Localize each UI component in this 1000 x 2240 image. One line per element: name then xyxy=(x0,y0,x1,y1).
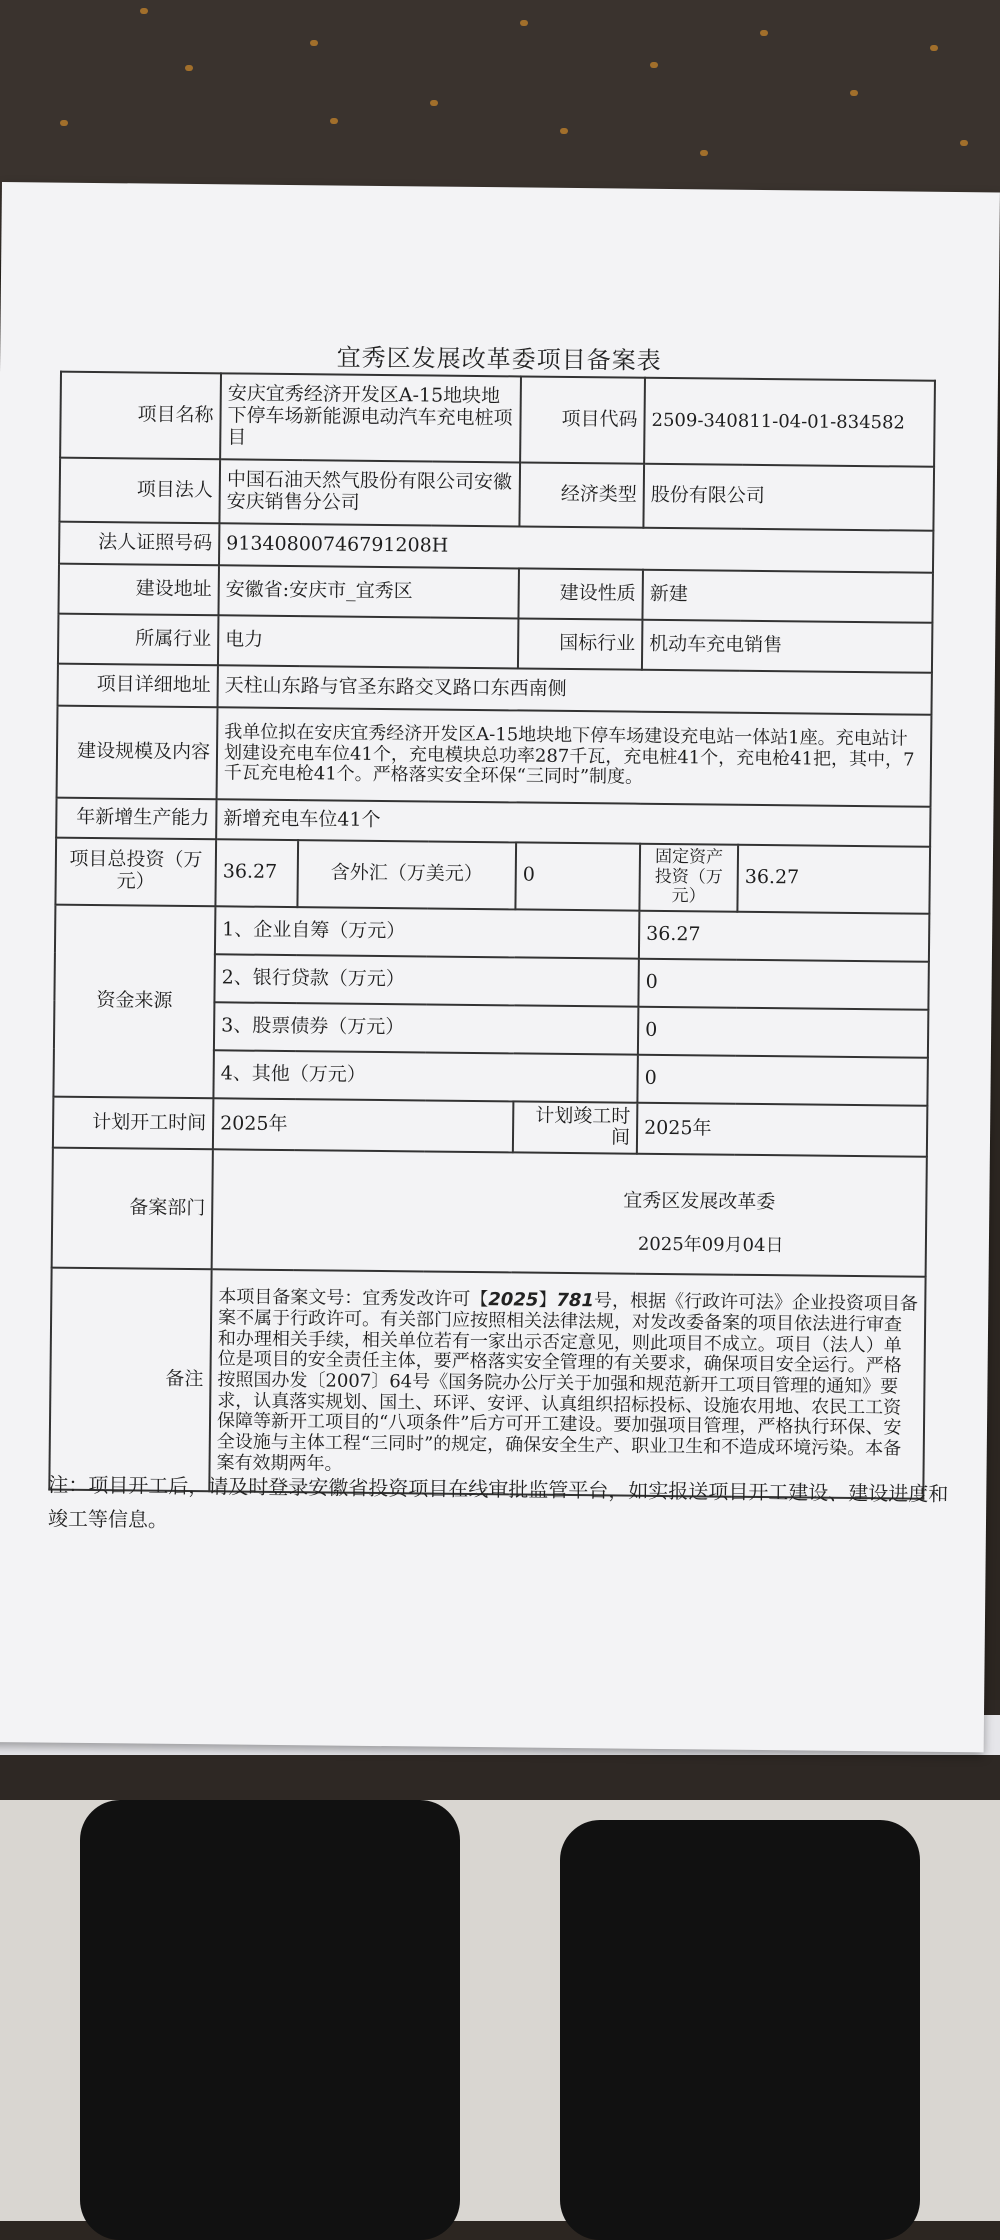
remark-prefix: 本项目备案文号：宜秀发改许可【 xyxy=(218,1286,489,1311)
handwritten-year: 2025 xyxy=(488,1289,539,1311)
dept-cell xyxy=(212,1150,927,1277)
floor-background xyxy=(0,1800,1000,2221)
remark-mid: 】 xyxy=(538,1289,557,1312)
location-label: 建设地址 xyxy=(58,564,219,616)
desk-fleck xyxy=(185,65,193,71)
desk-fleck xyxy=(330,118,338,124)
funding-label: 资金来源 xyxy=(53,904,215,1098)
total-invest-label: 项目总投资（万元） xyxy=(55,838,216,906)
funding-item-value: 36.27 xyxy=(639,910,929,961)
filing-form-table xyxy=(48,371,936,1500)
footnote: 注：项目开工后，请及时登录安徽省投资项目在线审批监管平台，如实报送项目开工建设、建设进度和竣工等信息。 xyxy=(47,1472,949,1532)
remark-rest: 号，根据《行政许可法》企业投资项目备案不属于行政许可。有关部门应按照相关法律法规，对发改委备案的项目依法进行审查和办理相关手续，相关单位若有一家出示否定意见，则此项目不成立。项目（法人）单位是项目的安全责任主体，要严格落实安全管理的有关要求，确保项目安全运行。严格按照国办发〔2007〕64号《国务院办公厅关于加强和规范新开工项目管理的通知》要求，认真落实规划、国土、环评、安评、认真组织招标投标、设施农用地、农民工工资保障等新开工项目的“八项条件”后方可开工建设。要加强项目管理，严格执行环保、安全设施与主体工程“三同时”的规定，确保安全生产、职业卫生和不造成环境污染。本备案有效期两年。 xyxy=(216,1290,919,1475)
funding-item-value: 0 xyxy=(637,1054,927,1105)
address-label: 项目详细地址 xyxy=(58,664,218,708)
dept-date: 2025年09月04日 xyxy=(637,1234,784,1257)
fixed-invest-label: 固定资产投资（万元） xyxy=(639,844,738,912)
funding-item-label: 2、银行贷款（万元） xyxy=(214,954,639,1006)
legal-person-value: 中国石油天然气股份有限公司安徽安庆销售分公司 xyxy=(219,459,520,526)
end-label: 计划竣工时间 xyxy=(513,1101,638,1154)
desk-fleck xyxy=(310,40,318,46)
start-label: 计划开工时间 xyxy=(53,1096,214,1149)
nature-label: 建设性质 xyxy=(518,568,643,619)
remark-value xyxy=(209,1270,925,1499)
national-industry-value: 机动车充电销售 xyxy=(642,620,933,673)
desk-fleck xyxy=(430,100,438,106)
funding-item-value: 0 xyxy=(638,1006,928,1057)
funding-item-label: 3、股票债券（万元） xyxy=(214,1002,639,1054)
project-name-label: 项目名称 xyxy=(60,372,221,460)
funding-item-label: 1、企业自筹（万元） xyxy=(215,906,640,958)
capacity-value: 新增充电车位41个 xyxy=(216,799,930,846)
desk-fleck xyxy=(140,8,148,14)
start-value: 2025年 xyxy=(213,1098,514,1153)
scale-label: 建设规模及内容 xyxy=(57,706,218,800)
remark-label: 备注 xyxy=(49,1268,211,1492)
capacity-label: 年新增生产能力 xyxy=(56,798,216,840)
economy-type-label: 经济类型 xyxy=(519,462,644,527)
economy-type-value: 股份有限公司 xyxy=(643,464,934,531)
desk-fleck xyxy=(700,150,708,156)
national-industry-label: 国标行业 xyxy=(518,618,643,669)
industry-value: 电力 xyxy=(218,615,519,668)
funding-item-value: 0 xyxy=(638,958,928,1009)
project-name-value: 安庆宜秀经济开发区A-15地块地下停车场新能源电动汽车充电桩项目 xyxy=(220,373,521,462)
foreign-label: 含外汇（万美元） xyxy=(297,840,516,909)
address-value: 天柱山东路与官圣东路交叉路口东西南侧 xyxy=(218,665,932,714)
desk-fleck xyxy=(960,140,968,146)
desk-fleck xyxy=(930,45,938,51)
funding-item-label: 4、其他（万元） xyxy=(213,1050,638,1102)
dept-label: 备案部门 xyxy=(52,1148,213,1270)
desk-fleck xyxy=(520,20,528,26)
desk-fleck xyxy=(850,90,858,96)
desk-fleck xyxy=(560,128,568,134)
total-invest-value: 36.27 xyxy=(215,839,298,906)
end-value: 2025年 xyxy=(637,1102,928,1157)
document-title: 宜秀区发展改革委项目备案表 xyxy=(336,343,662,375)
desk-fleck xyxy=(650,62,658,68)
foreign-value: 0 xyxy=(515,842,640,910)
industry-label: 所属行业 xyxy=(58,614,219,666)
fixed-invest-value: 36.27 xyxy=(737,845,930,914)
leg-shape xyxy=(80,1800,460,2240)
legal-person-label: 项目法人 xyxy=(59,458,220,524)
license-value: 91340800746791208H xyxy=(219,523,933,572)
scale-value: 我单位拟在安庆宜秀经济开发区A-15地块地下停车场建设充电站一体站1座。充电站计划建设充电车位41个，充电模块总功率287千瓦，充电桩41个，充电枪41把，其中，7千瓦充电枪41个。严格落实安全环保“三同时”制度。 xyxy=(217,707,932,806)
leg-shape xyxy=(560,1820,920,2240)
form-paper xyxy=(0,182,1000,1752)
dept-name: 宜秀区发展改革委 xyxy=(623,1189,776,1214)
location-value: 安徽省:安庆市_宜秀区 xyxy=(218,565,519,618)
project-code-value: 2509-340811-04-01-834582 xyxy=(644,378,935,467)
handwritten-number: 781 xyxy=(556,1290,595,1312)
nature-value: 新建 xyxy=(642,570,933,623)
license-label: 法人证照号码 xyxy=(59,522,219,566)
desk-fleck xyxy=(60,120,68,126)
project-code-label: 项目代码 xyxy=(520,376,645,463)
desk-fleck xyxy=(760,30,768,36)
